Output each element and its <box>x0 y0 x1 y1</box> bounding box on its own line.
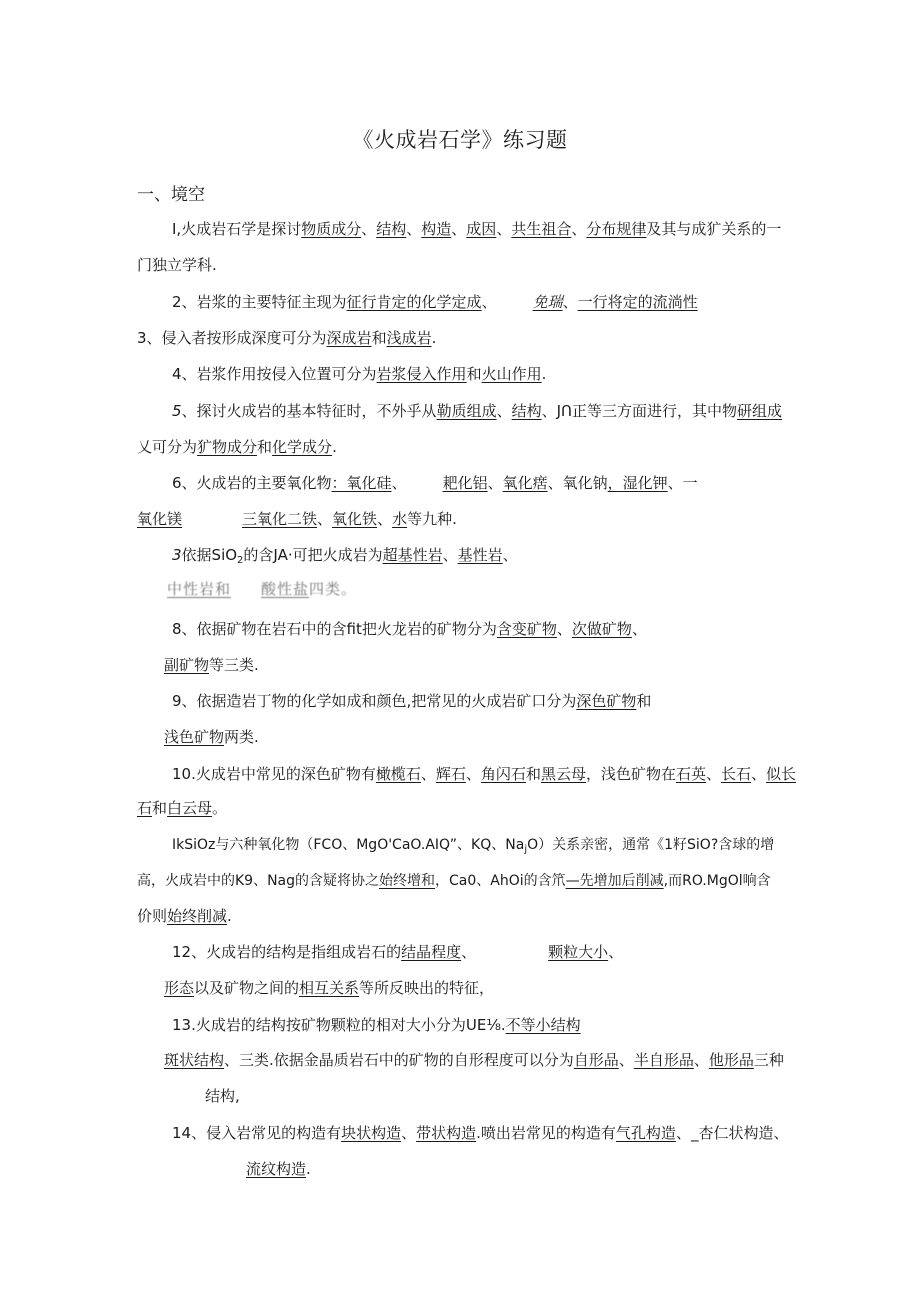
answer: 石 <box>137 799 153 817</box>
text-run: 5 <box>172 402 182 420</box>
text-run: ，浅色矿物在 <box>585 765 676 783</box>
text-run: 四类。 <box>309 580 358 598</box>
text-run: 、三类.依据金晶质岩石中的矿物的自形程度可以分为 <box>224 1051 574 1069</box>
q14-line2 <box>246 1158 311 1180</box>
q5-line2 <box>137 436 337 458</box>
text-run: 、 <box>465 765 481 783</box>
answer: 橄榄石 <box>375 765 421 783</box>
q14-line1 <box>172 1122 788 1144</box>
answer: 氧化铁 <box>332 510 378 528</box>
text-run: O）关系亲密，通常《1籽SiO?含球的增 <box>527 837 775 853</box>
text-run: 、一 <box>667 474 698 492</box>
answer: 长石 <box>721 765 752 783</box>
text-run: 、 <box>631 620 647 638</box>
answer: 他形品 <box>708 1051 754 1069</box>
answer: 相互关系 <box>299 979 360 997</box>
text-run: 、 <box>317 510 333 528</box>
text-run: . <box>227 907 232 925</box>
text-run: 、 <box>406 220 422 238</box>
answer: 火山作用 <box>481 365 542 383</box>
text-run: 等所反映出的特征， <box>359 979 495 997</box>
answer: 基性岩 <box>457 546 503 564</box>
subscript: j <box>524 844 528 855</box>
q8-line1 <box>172 618 647 640</box>
q13-line2 <box>164 1049 784 1071</box>
answer: 似长 <box>766 765 797 783</box>
text-run: 9、依据造岩丁物的化学如成和颜色,把常见的火成岩矿口分为 <box>172 692 577 710</box>
q4-line <box>172 363 546 385</box>
text-run: 和 <box>371 329 387 347</box>
q9-line2 <box>164 726 259 748</box>
answer: 构造 <box>421 220 452 238</box>
q12-line2 <box>164 977 494 999</box>
answer: 氧化镁 <box>137 510 183 528</box>
text-run: 3、侵入者按形成深度可分为 <box>137 329 327 347</box>
answer: 含变矿物 <box>496 620 557 638</box>
section-heading: 一、境空 <box>137 185 205 205</box>
text-run: 和 <box>525 765 541 783</box>
text-run: 、 <box>562 293 578 311</box>
text-run: 12、火成岩的结构是指组成岩石的 <box>172 943 402 961</box>
text-run: 。 <box>212 799 228 817</box>
text-run: 、氧化钠 <box>547 474 608 492</box>
answer: 化学成分 <box>272 438 333 456</box>
text-run: .喷出岩常见的构造有 <box>476 1124 616 1142</box>
text-run: 、 <box>496 402 512 420</box>
text-run: 14、侵入岩常见的构造有 <box>172 1124 342 1142</box>
text-run: 和 <box>152 799 168 817</box>
text-run: 、 <box>451 220 467 238</box>
q12-line1 <box>172 941 623 963</box>
q8-line2 <box>164 654 259 676</box>
answer: 块状构造 <box>341 1124 402 1142</box>
text-run: 、 <box>487 474 503 492</box>
answer: 勒质组成 <box>436 402 497 420</box>
answer: 自形品 <box>573 1051 619 1069</box>
answer: 超基性岩 <box>382 546 443 564</box>
text-run: 2、岩浆的主要特征主现为 <box>172 293 347 311</box>
text-run: 、探讨火成岩的基本特征时，不外乎从 <box>181 402 437 420</box>
answer: 深色矿物 <box>576 692 637 710</box>
q7-line1 <box>172 544 518 566</box>
text-run: 高，火成岩中的K9、Nag的含疑将协之 <box>137 873 380 889</box>
answer: 副矿物 <box>164 656 210 674</box>
text-run: ,而RO.MgOl响含 <box>663 873 771 889</box>
text-run: 、 <box>496 220 512 238</box>
text-run: 10.火成岩中常见的深色矿物有 <box>172 765 376 783</box>
answer: 黑云母 <box>540 765 586 783</box>
answer: 酸性盐 <box>261 580 310 598</box>
answer: —先增加后削减 <box>565 873 664 889</box>
answer: 白云母 <box>167 799 213 817</box>
text-run: 乂可分为 <box>137 438 198 456</box>
answer: 形态 <box>164 979 195 997</box>
answer: 耙化铝 <box>442 474 488 492</box>
text-run: 的含JA·可把火成岩为 <box>243 546 383 564</box>
text-run: 价则 <box>137 907 168 925</box>
text-run: 、 <box>773 1124 789 1142</box>
text-run: 依据SiO <box>181 546 238 564</box>
text-run: 三种 <box>753 1051 784 1069</box>
q1-line2: 门独立学科. <box>137 256 217 274</box>
text-run: 、 <box>675 1124 691 1142</box>
answer: 次做矿物 <box>571 620 632 638</box>
text-run: 8、依据矿物在岩石中的含fit把火龙岩的矿物分为 <box>172 620 497 638</box>
answer: 免瑞 <box>532 293 563 311</box>
text-run: 13.火成岩的结构按矿物颗粒的相对大小分为UE⅛. <box>172 1016 506 1034</box>
document-title: 《火成岩石学》练习题 <box>352 128 568 152</box>
text-run: 、 <box>377 510 393 528</box>
answer: 征行肯定的化学定成 <box>346 293 482 311</box>
answer: 始终削减 <box>167 907 228 925</box>
text-run: 、 <box>608 943 624 961</box>
q6-line2 <box>137 508 457 530</box>
text-run: 、 <box>442 546 458 564</box>
text-run: 3 <box>172 546 182 564</box>
answer: 深成岩 <box>326 329 372 347</box>
q11-line3 <box>137 905 232 927</box>
answer: 半自形品 <box>633 1051 694 1069</box>
answer: 成因 <box>466 220 497 238</box>
q5-line1 <box>172 400 782 422</box>
text-run: I,火成岩石学是探讨 <box>172 220 302 238</box>
answer: 岩浆侵入作用 <box>376 365 467 383</box>
answer: 颗粒大小 <box>548 943 609 961</box>
text-run: 、 <box>751 765 767 783</box>
answer: 水 <box>392 510 408 528</box>
subscript: 2 <box>237 555 244 566</box>
answer: 结构 <box>511 402 542 420</box>
text-run: 、 <box>420 765 436 783</box>
answer: ，湿化钾 <box>607 474 668 492</box>
text-run: 等九种. <box>407 510 457 528</box>
text-run: 、 <box>502 546 518 564</box>
text-run: 、 <box>481 293 497 311</box>
answer: 一行将定的流淌性 <box>577 293 698 311</box>
text-run: 以及矿物之间的 <box>194 979 300 997</box>
text-run: IkSiOz与六种氧化物（FCO、MgO'CaO.AIQ”、KQ、Na <box>172 837 525 853</box>
text-run: 两类. <box>224 728 259 746</box>
q6-line1 <box>172 472 698 494</box>
text-run: 、 <box>693 1051 709 1069</box>
answer: ：氧化硅 <box>331 474 392 492</box>
q11-line2 <box>137 870 771 892</box>
text-run: 、 <box>361 220 377 238</box>
text-run: . <box>431 329 437 347</box>
answer: 分布规律 <box>586 220 647 238</box>
answer: 带状构造 <box>416 1124 477 1142</box>
text-run: 、JՈ正等三方面进行，其中物 <box>541 402 738 420</box>
q2-line <box>172 291 698 313</box>
answer: 流纹构造 <box>246 1160 307 1178</box>
answer: 辉石 <box>435 765 466 783</box>
answer: _杏仁状构造 <box>690 1124 774 1142</box>
q10-line1 <box>172 763 796 785</box>
text-run: 及其与成犷关系的一 <box>646 220 782 238</box>
answer: 中性岩和 <box>167 580 232 598</box>
answer: 不等小结构 <box>505 1016 581 1034</box>
text-run: 6、火成岩的主要氧化物 <box>172 474 332 492</box>
answer: 物质成分 <box>301 220 362 238</box>
q7-line2 <box>137 578 357 600</box>
text-run: ，Ca0、AhOi的含笊 <box>435 873 566 889</box>
text-run: 4、岩浆作用按侵入位置可分为 <box>172 365 377 383</box>
text-run: 、 <box>401 1124 417 1142</box>
answer: 浅成岩 <box>386 329 432 347</box>
answer: 角闪石 <box>480 765 526 783</box>
text-run: 等三类. <box>209 656 259 674</box>
answer: 石英 <box>675 765 706 783</box>
answer: 犷物成分 <box>197 438 258 456</box>
text-run: . <box>541 365 547 383</box>
answer: 三氧化二铁 <box>242 510 318 528</box>
answer: 始终增和 <box>379 873 436 889</box>
text-run: 和 <box>636 692 652 710</box>
text-run: 和 <box>257 438 273 456</box>
answer: 氧化瘔 <box>502 474 548 492</box>
answer: 结晶程度 <box>401 943 462 961</box>
q1-line1 <box>172 218 781 240</box>
q10-line2 <box>137 797 227 819</box>
answer: 浅色矿物 <box>164 728 225 746</box>
text-run: 、 <box>391 474 407 492</box>
text-run: 、 <box>571 220 587 238</box>
answer: 研组成 <box>737 402 783 420</box>
text-run: 和 <box>466 365 482 383</box>
q3-line <box>137 327 436 349</box>
text-run: 、 <box>556 620 572 638</box>
answer: 共生祖合 <box>511 220 572 238</box>
q13-line3: 结构, <box>205 1087 240 1105</box>
text-run: 、 <box>706 765 722 783</box>
text-run: . <box>306 1160 311 1178</box>
q11-line1 <box>172 834 774 856</box>
q9-line1 <box>172 690 651 712</box>
text-run: 、 <box>461 943 477 961</box>
text-run: . <box>332 438 337 456</box>
q13-line1 <box>172 1014 581 1036</box>
answer: 斑状结构 <box>164 1051 225 1069</box>
text-run: 、 <box>618 1051 634 1069</box>
answer: 气孔构造 <box>615 1124 676 1142</box>
answer: 结构 <box>376 220 407 238</box>
